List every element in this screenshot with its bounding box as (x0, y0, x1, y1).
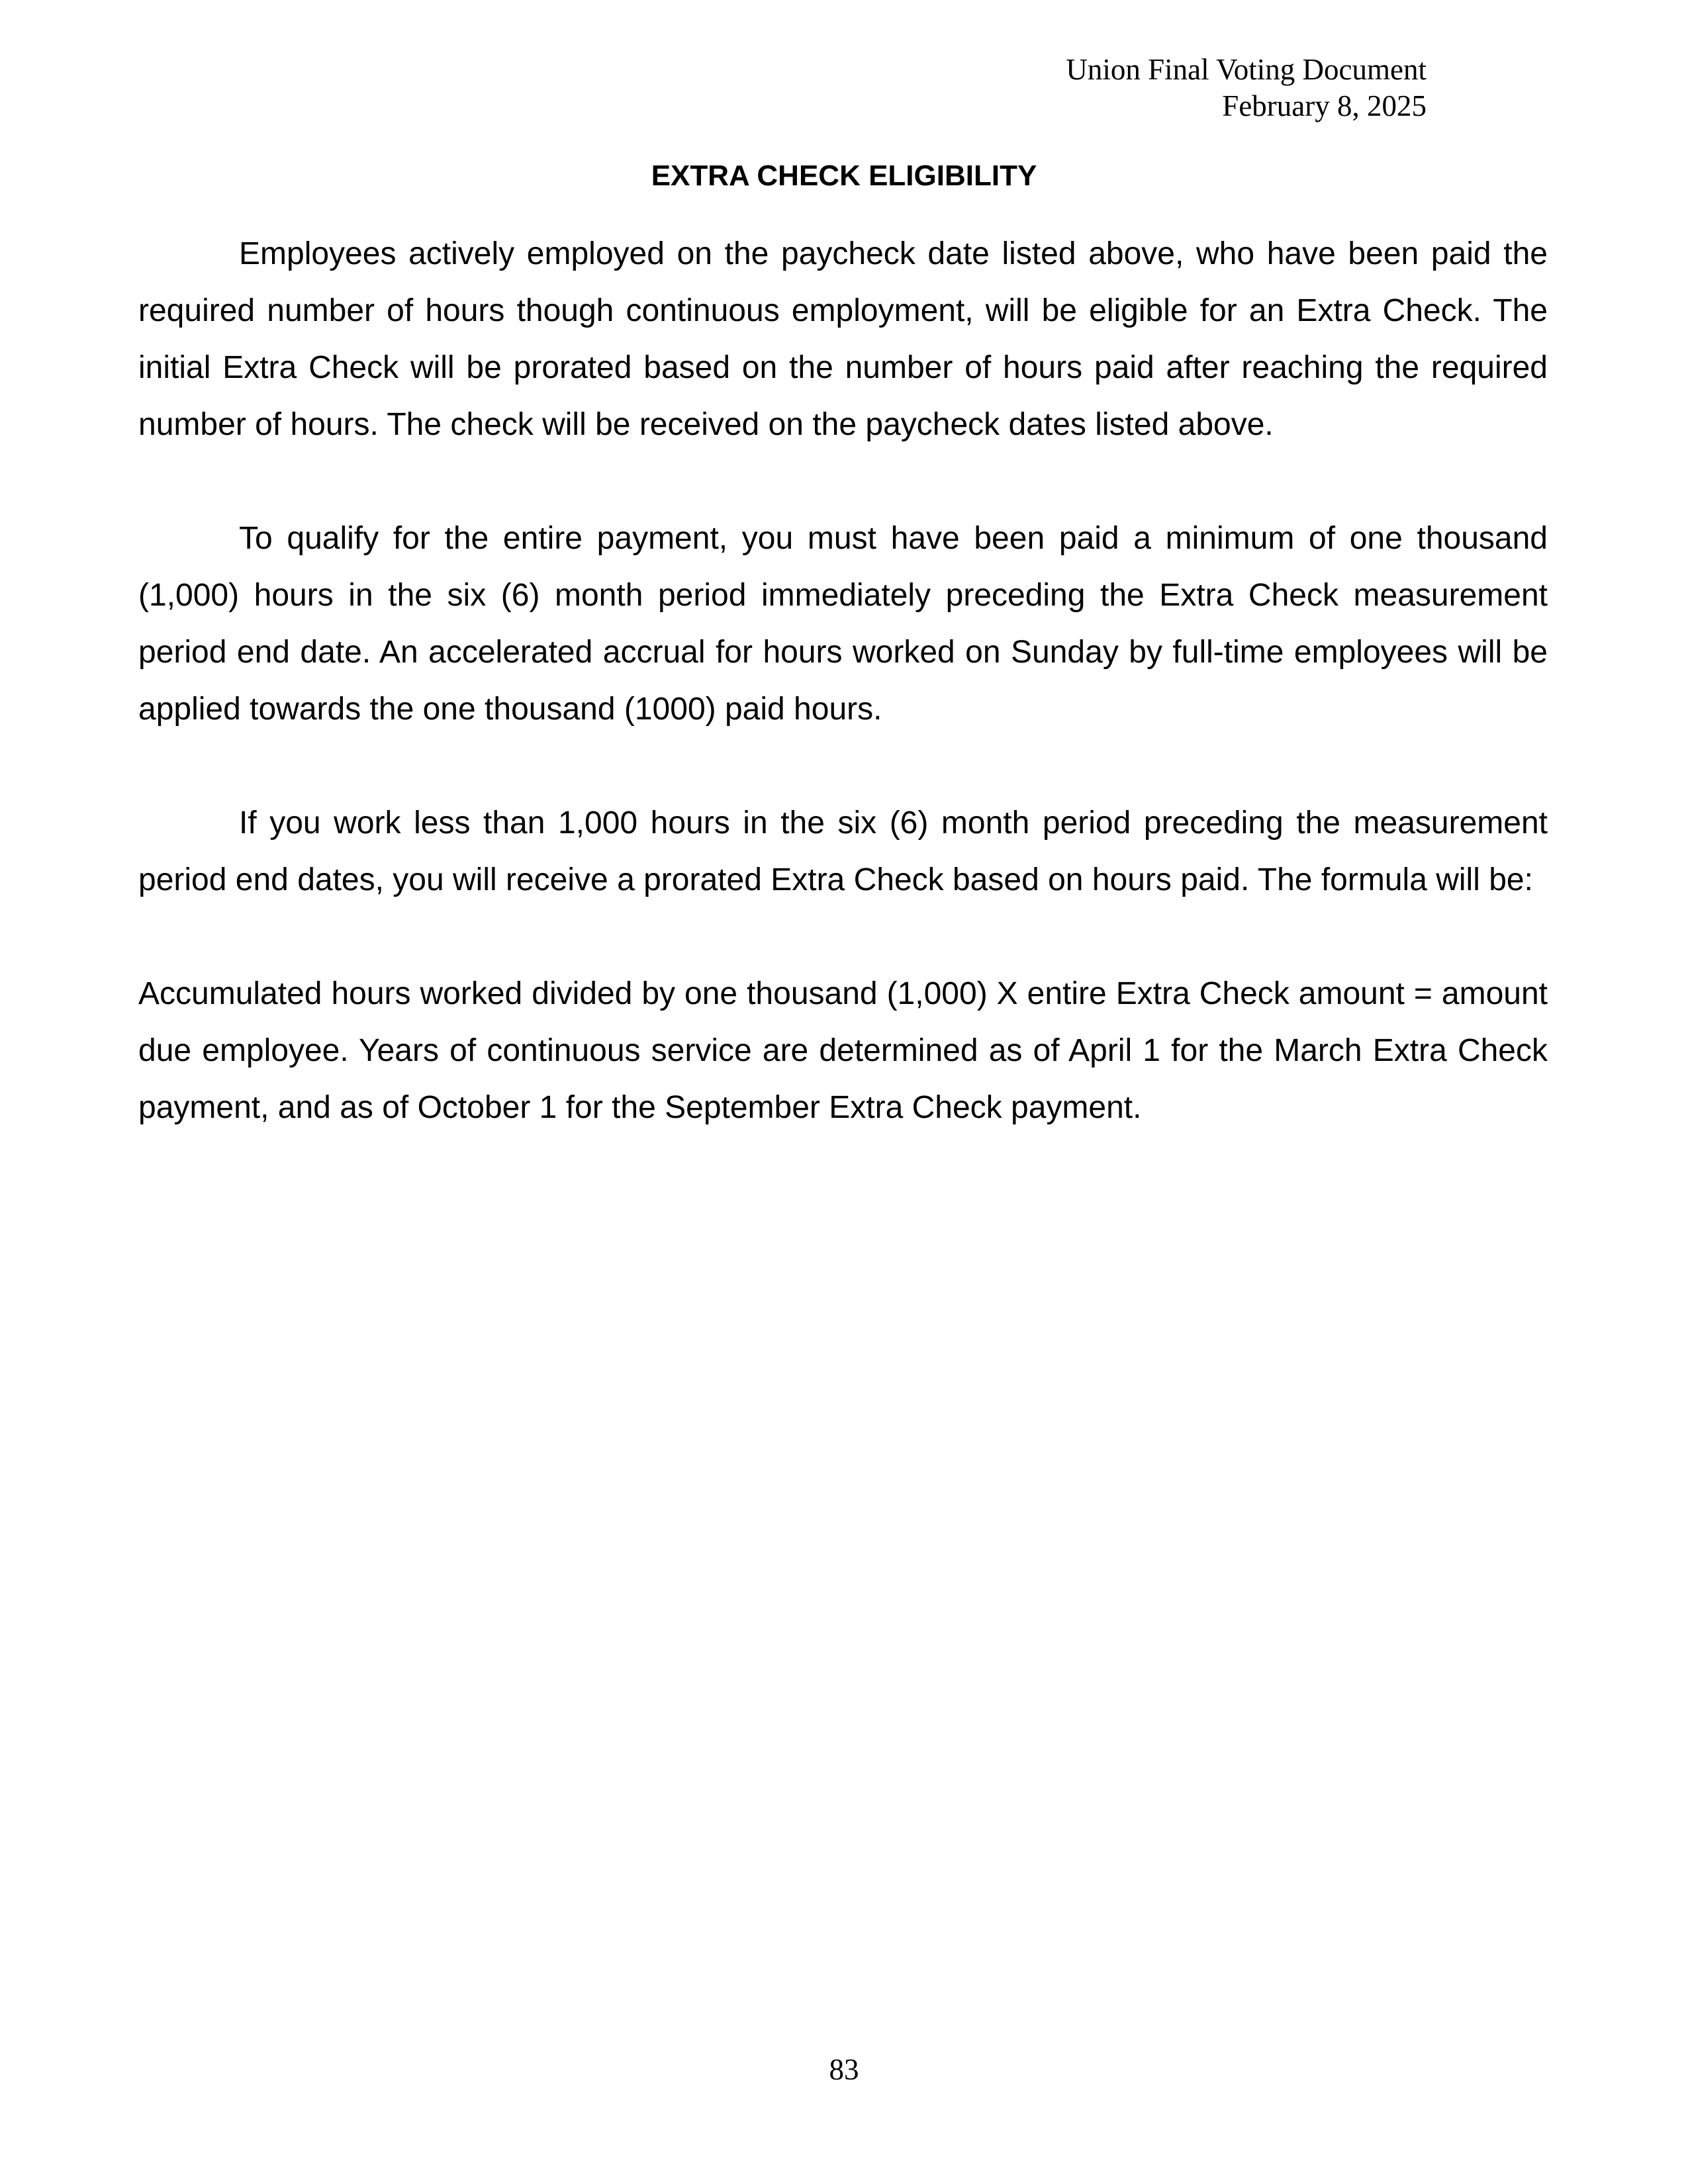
paragraph-qualification: To qualify for the entire payment, you must have been paid a minimum of one thousand (1,000) hours in the six (6) month period immediately preceding the Extra Check measurement period end date. An accelerated accrual for hours worked on Sunday by full-time employees will be applied towards the one thousand (1000) paid hours. (138, 521, 1548, 727)
section-title: EXTRA CHECK ELIGIBILITY (651, 159, 1037, 192)
document-title: Union Final Voting Document (1066, 53, 1427, 86)
paragraph-prorated: If you work less than 1,000 hours in the six (6) month period preceding the measurement period end dates, you will receive a prorated Extra Check based on hours paid. The formula will be: (138, 805, 1548, 897)
page-number: 83 (829, 2053, 859, 2086)
document-header (1066, 52, 1427, 124)
document-date: February 8, 2025 (1222, 89, 1427, 122)
paragraph-formula: Accumulated hours worked divided by one thousand (1,000) X entire Extra Check amount = amount due employee. Years of continuous service are determined as of April 1 for the March Extra Check payment, and as of October 1 for the September Extra Check payment. (138, 976, 1548, 1125)
document-body (138, 226, 1548, 1193)
paragraph-eligibility: Employees actively employed on the paycheck date listed above, who have been paid the required number of hours though continuous employment, will be eligible for an Extra Check. The initial Extra Check will be prorated based on the number of hours paid after reaching the required number of hours. The check will be received on the paycheck dates listed above. (138, 236, 1548, 442)
